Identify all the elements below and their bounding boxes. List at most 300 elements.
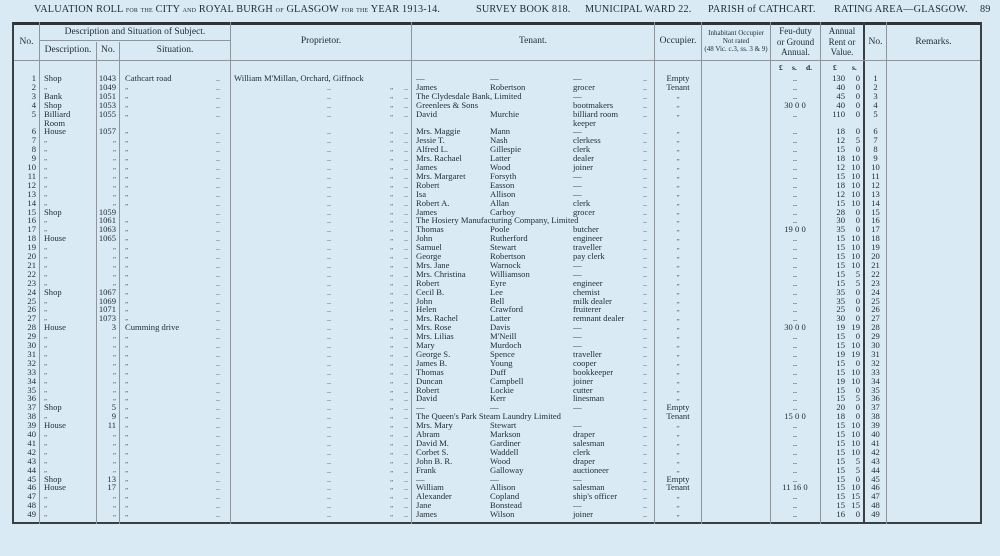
tenant-dots: .. [643,510,647,520]
tenant-surname: Nash [490,135,508,146]
description: Bank [44,90,63,101]
proprietor-dots: .. [404,385,408,395]
street-number: 1065 [98,233,116,244]
occupation: — [573,179,582,190]
rent-pounds: 15 [836,464,845,475]
tenant-dots: .. [643,171,647,181]
tenant-dots: .. [643,385,647,395]
proprietor-dots: .. [404,305,408,315]
street-number: „ [112,341,116,349]
header-rule [14,60,980,61]
rent-pounds: 15 [836,242,845,253]
situation-dots: .. [216,216,220,226]
row-number: 21 [27,259,36,270]
tenant-forename: Mrs. Jane [416,259,450,270]
street-number: „ [112,180,116,189]
proprietor-dots: .. [327,358,331,368]
tenant-dots: .. [643,349,647,359]
occupier: „ [676,341,680,349]
table-row [0,466,1000,475]
occupier: „ [676,358,680,367]
row-number: 38 [27,411,36,422]
feu-duty: .. [792,473,798,484]
tenant-forename: Greenlees & Sons [416,99,479,110]
description: „ [44,358,48,367]
rent-pounds: 12 [836,135,845,146]
feu-duty: .. [792,295,798,306]
situation-dots: .. [216,296,220,306]
row-number: 1 [31,73,36,83]
street-number: „ [112,367,116,376]
tenant-surname: — [490,473,499,484]
tenant-surname: Lee [490,286,503,297]
proprietor-dots: .. [327,314,331,324]
description: „ [44,376,48,385]
rent-shillings: 0 [855,215,860,226]
rent-pounds: 35 [836,224,845,235]
tenant-dots: .. [643,305,647,315]
proprietor-dots: .. [327,305,331,315]
proprietor-dots: .. [327,180,331,190]
proprietor-dots: .. [327,127,331,137]
street-number: „ [112,501,116,510]
tenant-surname: Lockie [490,384,514,395]
description: „ [44,296,48,305]
occupier: „ [676,278,680,287]
description: „ [44,510,48,519]
row-number: 25 [27,295,36,306]
rent-pounds: 15 [836,251,845,261]
proprietor-ditto: „ [390,323,394,332]
col-annual-rent [821,26,863,58]
municipal-ward: MUNICIPAL WARD 22. [585,4,692,15]
survey-book: SURVEY BOOK 818. [476,4,571,15]
street-number: „ [112,385,116,394]
row-number: 19 [27,242,36,253]
proprietor-ditto: „ [390,198,394,207]
tenant-dots: .. [643,501,647,511]
tenant-forename: Robert A. [416,197,450,208]
description: „ [44,465,48,474]
proprietor-ditto: „ [390,456,394,465]
title-part: of [275,4,284,14]
street-number: 1053 [98,99,116,110]
occupation: — [573,340,582,350]
tenant-dots: .. [643,100,647,110]
street-number: 5 [111,402,116,413]
description: Room [44,117,66,128]
tenant-dots: .. [643,145,647,155]
col-occupier: Occupier. [659,36,697,46]
rent-shillings: 0 [855,108,860,119]
proprietor-dots: .. [404,367,408,377]
feu-duty: .. [792,126,798,137]
rent-pounds: 19 [836,322,845,333]
proprietor-ditto: „ [390,376,394,385]
row-number: 10 [27,162,36,172]
proprietor-dots: .. [327,465,331,475]
occupier: „ [676,269,680,278]
situation-dots: .. [216,367,220,377]
rent-shillings: 10 [851,162,860,172]
situation-dots: .. [216,430,220,439]
proprietor-dots: .. [404,296,408,306]
tenant-surname: Allison [490,188,516,199]
tenant-forename: Alfred L. [416,144,448,155]
street-number: 11 [107,420,116,431]
proprietor-ditto: „ [390,260,394,269]
situation: „ [125,341,129,349]
occupier: „ [676,207,680,216]
proprietor-ditto: „ [390,341,394,349]
tenant-dots: .. [643,82,647,92]
situation-dots: .. [216,305,220,315]
tenant-surname: Allison [490,482,516,493]
row-number: 41 [27,437,36,448]
occupation: — [573,473,582,484]
proprietor-ditto: „ [390,207,394,216]
tenant-dots: .. [643,234,647,244]
situation: „ [125,421,129,430]
row-number: 23 [27,277,36,288]
situation-dots: .. [216,252,220,261]
tenant-dots: .. [643,358,647,368]
row-number: 30 [27,340,36,350]
title-part: YEAR 1913-14. [370,4,441,15]
row-number-right: 3 [873,90,878,101]
description: „ [44,367,48,376]
tenant-forename: Samuel [416,242,442,253]
feu-duty: .. [792,286,798,297]
situation-dots: .. [216,492,220,502]
rent-pounds: 15 [836,393,845,404]
description: House [44,322,66,333]
proprietor-dots: .. [327,171,331,181]
rent-pounds: 18 [836,411,845,422]
description: „ [44,252,48,260]
rent-shillings: 19 [851,348,860,359]
description: „ [44,189,48,198]
rent-shillings: 0 [855,90,860,101]
feu-duty: .. [792,464,798,475]
proprietor-dots: .. [404,127,408,137]
rent-pounds: 15 [836,482,845,493]
title-part: for the [125,4,153,14]
street-number: „ [112,243,116,252]
tenant-dots: .. [643,127,647,137]
tenant-surname: Murchie [490,108,520,119]
proprietor-dots: .. [327,394,331,404]
street-number: „ [112,394,116,403]
tenant-surname: Robertson [490,251,526,261]
description: „ [44,269,48,278]
situation: „ [125,412,129,421]
tenant-forename: Thomas [416,366,444,377]
description: Shop [44,73,62,83]
rent-pounds: 15 [836,429,845,439]
page-title [0,4,1000,20]
occupation: — [573,420,582,431]
rent-shillings: 10 [851,153,860,164]
proprietor-dots: .. [327,510,331,520]
proprietor-dots: .. [404,492,408,502]
description: „ [44,260,48,269]
rent-pounds: 19 [836,375,845,386]
rent-pounds: 15 [836,170,845,181]
feu-duty: 30 0 0 [784,322,806,333]
situation-dots: .. [216,438,220,448]
situation-dots: .. [216,403,220,413]
occupier: „ [676,465,680,474]
situation: „ [125,225,129,234]
proprietor-dots: .. [404,163,408,172]
occupier: „ [676,438,680,447]
rent-shillings: 0 [855,304,860,315]
proprietor-dots: .. [327,412,331,422]
street-number: „ [112,510,116,519]
rent-shillings: 10 [851,179,860,190]
street-number: 1059 [98,206,116,217]
row-number: 33 [27,366,36,377]
proprietor-dots: .. [404,243,408,253]
table-row [0,510,1000,519]
tenant-forename: James [416,81,438,92]
occupation: bookkeeper [573,366,614,377]
description: „ [44,332,48,341]
proprietor-dots: .. [404,456,408,466]
tenant-dots: .. [643,483,647,493]
proprietor-dots: .. [327,136,331,146]
occupier: „ [676,492,680,501]
proprietor-dots: .. [404,349,408,359]
row-number-right: 21 [871,259,880,270]
proprietor-dots: .. [404,314,408,324]
col-desc-group: Description and Situation of Subject. [64,27,206,37]
proprietor-ditto: „ [390,180,394,189]
col-no-right: No. [868,37,883,47]
proprietor-dots: .. [404,341,408,350]
street-number: „ [112,189,116,198]
row-number-right: 8 [873,144,878,155]
units-row [0,63,1000,72]
occupier: „ [676,376,680,385]
row-number: 22 [27,268,36,279]
street-number: „ [112,465,116,474]
proprietor-ditto: „ [390,154,394,163]
proprietor-ditto: „ [390,483,394,492]
occupier: „ [676,287,680,296]
rent-pounds: 40 [836,99,845,110]
proprietor-dots: .. [327,163,331,172]
row-number-right: 19 [871,242,880,253]
tenant-surname: Wilson [490,509,515,520]
proprietor-dots: .. [404,376,408,386]
situation: „ [125,109,129,118]
occupier: „ [676,216,680,225]
title-part: CITY [155,4,180,15]
row-number-right: 36 [871,393,880,404]
description: House [44,482,66,493]
description: House [44,420,66,431]
street-number: „ [112,376,116,385]
street-number: „ [112,145,116,154]
proprietor-dots: .. [404,510,408,520]
row-number-right: 47 [871,491,880,502]
proprietor-ditto: „ [390,252,394,260]
tenant-forename: Mrs. Margaret [416,170,466,181]
proprietor-dots: .. [404,91,408,101]
situation: „ [125,189,129,198]
occupier: „ [676,243,680,252]
feu-duty: .. [792,340,798,350]
rent-pounds: 16 [836,509,845,520]
proprietor-dots: .. [404,171,408,181]
proprietor-ditto: „ [390,438,394,447]
rent-shillings: 0 [855,206,860,217]
proprietor-dots: .. [327,349,331,359]
title-part: for the [341,4,369,14]
tenant-surname: Stewart [490,420,517,431]
tenant-forename: James B. [416,357,448,368]
tenant-surname: Robertson [490,81,526,92]
row-number: 32 [27,357,36,368]
description: „ [44,82,48,91]
proprietor-dots: .. [404,136,408,146]
situation: „ [125,510,129,519]
title-part: ROYAL BURGH [198,4,273,15]
situation-dots: .. [216,385,220,395]
tenant-surname: Bell [490,295,505,306]
tenant-forename: John B. R. [416,455,453,466]
street-number: „ [112,492,116,501]
situation-dots: .. [216,269,220,279]
col-inhabitant [702,29,770,53]
row-number-right: 46 [871,482,880,493]
occupation: — [573,402,582,413]
situation: „ [125,163,129,171]
proprietor-ditto: „ [390,358,394,367]
occupation: engineer [573,233,603,244]
proprietor-dots: .. [327,278,331,288]
situation-dots: .. [216,474,220,484]
tenant-forename: Mrs. Rachel [416,313,459,324]
tenant-dots: .. [643,474,647,484]
situation-dots: .. [216,483,220,493]
rent-pounds: 15 [836,277,845,288]
row-number-right: 9 [873,153,878,164]
occupier: Tenant [666,482,690,493]
situation-dots: .. [216,109,220,119]
col-feu-line: Feu-duty [779,26,812,36]
rent-shillings: 0 [855,126,860,137]
street-number: „ [112,269,116,278]
proprietor-ditto: „ [390,243,394,252]
situation-dots: .. [216,421,220,431]
occupation: — [573,170,582,181]
situation-dots: .. [216,163,220,172]
row-number-right: 29 [871,331,880,342]
tenant-surname: Waddell [490,446,519,457]
proprietor-dots: .. [404,216,408,226]
proprietor-dots: .. [404,234,408,244]
street-number: 9 [111,411,116,422]
row-number-right: 37 [871,402,880,413]
occupation: cooper [573,357,597,368]
proprietor-dots: .. [404,269,408,279]
situation: „ [125,154,129,163]
proprietor-ditto: „ [390,403,394,412]
title-part: and [182,4,197,14]
tenant-forename: David M. [416,437,449,448]
situation-dots: .. [216,171,220,181]
occupation: draper [573,455,595,466]
col-inhabitant-line: Not rated [722,37,750,45]
tenant-surname: Warnock [490,259,521,270]
feu-duty: .. [792,393,798,404]
col-situation: Situation. [156,45,194,55]
row-number-right: 31 [871,348,880,359]
occupier: „ [676,180,680,189]
proprietor-ditto: „ [390,91,394,100]
feu-duty: .. [792,304,798,315]
row-number: 49 [27,509,36,520]
rent-shillings: 0 [855,473,860,484]
row-number: 13 [27,188,36,199]
col-inhabitant-line: (48 Vic. c.3, ss. 3 & 9) [704,45,768,53]
proprietor-dots: .. [327,216,331,226]
row-number: 14 [27,197,36,208]
description: „ [44,456,48,465]
situation-dots: .. [216,314,220,324]
tenant-dots: .. [643,438,647,448]
description: Shop [44,402,62,413]
tenant-forename: Frank [416,464,437,475]
situation: „ [125,243,129,252]
street-number: 1071 [98,304,116,315]
feu-duty: .. [792,251,798,261]
rent-pounds: 12 [836,162,845,172]
proprietor-dots: .. [404,154,408,164]
feu-duty: .. [792,206,798,217]
tenant-dots: .. [643,403,647,413]
occupation: salesman [573,437,605,448]
description: „ [44,492,48,501]
row-number: 37 [27,402,36,413]
occupation: chemist [573,286,600,297]
rent-shillings: 10 [851,259,860,270]
tenant-surname: Copland [490,491,520,502]
tenant-dots: .. [643,216,647,226]
tenant-surname: Rutherford [490,233,528,244]
occupation: clerk [573,446,591,457]
row-number: 24 [27,286,36,297]
rent-shillings: 10 [851,340,860,350]
description: House [44,233,66,244]
description: „ [44,341,48,349]
feu-duty: .. [792,162,798,172]
situation: „ [125,438,129,447]
proprietor-dots: .. [327,438,331,448]
row-number: 31 [27,348,36,359]
situation-dots: .. [216,127,220,137]
rent-shillings: 0 [855,357,860,368]
proprietor-dots: .. [404,260,408,270]
situation: „ [125,349,129,358]
occupier: „ [676,145,680,154]
row-number-right: 35 [871,384,880,395]
rent-shillings: 0 [855,224,860,235]
proprietor-dots: .. [404,82,408,92]
